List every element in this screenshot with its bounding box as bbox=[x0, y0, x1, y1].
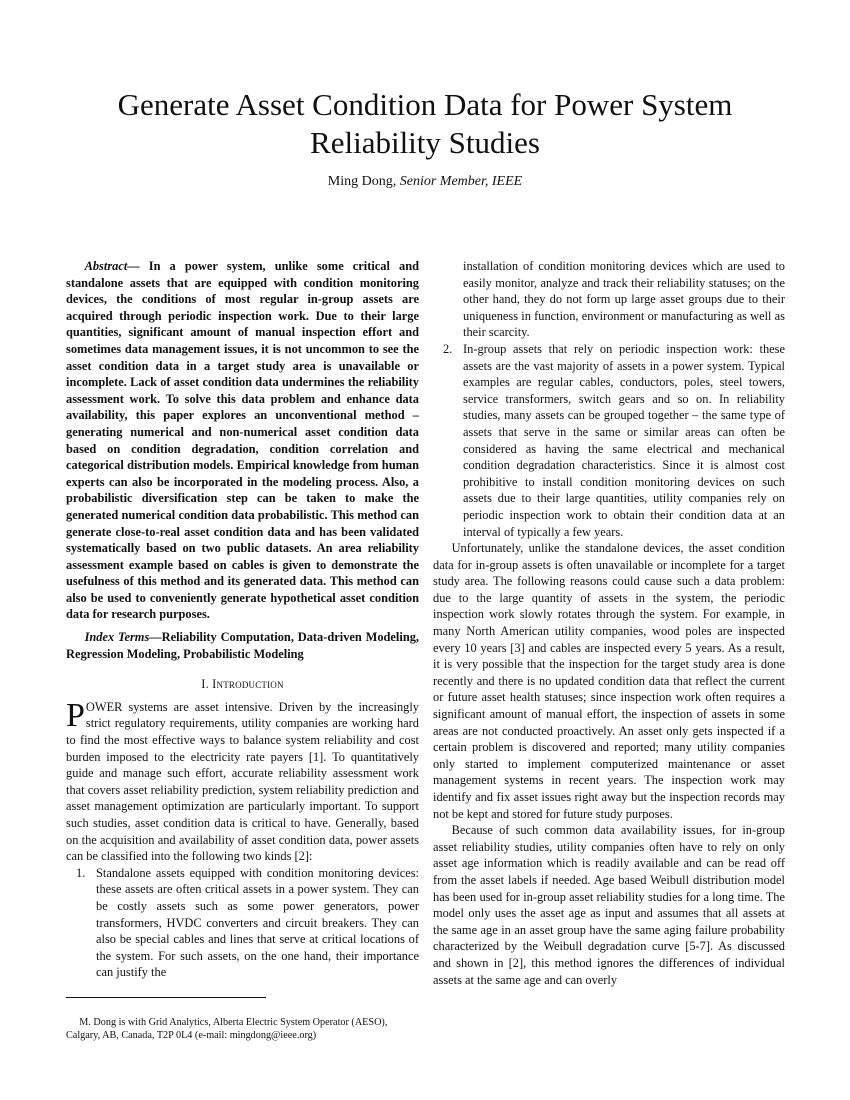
list-number: 2. bbox=[443, 341, 453, 356]
author-name: Ming Dong, bbox=[327, 174, 397, 189]
list-item bbox=[433, 341, 785, 540]
intro-paragraph bbox=[66, 696, 419, 865]
index-terms-text: —Reliability Computation, Data-driven Modeling, Regression Modeling, Probabilistic Modeling bbox=[66, 630, 419, 661]
abstract bbox=[66, 258, 419, 623]
author-role: Senior Member, IEEE bbox=[399, 174, 523, 189]
left-column bbox=[66, 258, 419, 981]
right-column bbox=[433, 258, 785, 988]
index-terms-lead: Index Terms bbox=[84, 630, 150, 645]
abstract-lead: Abstract— bbox=[84, 259, 140, 273]
section-heading: I. Introduction bbox=[201, 677, 284, 692]
drop-cap: P bbox=[66, 696, 85, 734]
author-footnote: M. Dong is with Grid Analytics, Alberta Electric System Operator (AESO), Calgary, AB, Canada, T2P 0L4 (e-mail: mingdong@ieee.org) bbox=[66, 1017, 388, 1042]
list-item bbox=[66, 865, 419, 981]
first-word-rest: OWER bbox=[85, 699, 123, 714]
intro-text: systems are asset intensive. Driven by the increasingly strict regulatory requirements, utility companies are working hard to find the most effective ways to balance system reliability and cost burden imposed to the electricity rate payers [1]. To quantitatively guide and manage such effort, accurate reliability assessment work that covers asset reliability prediction, system reliability prediction and asset management optimization are particularly important. To support such studies, asset condition data is critical to have. Generally, based on the acquisition and availability of asset condition data, power assets can be classified into the following two kinds [2]: bbox=[66, 699, 419, 864]
asset-kinds-list-cont bbox=[433, 341, 785, 540]
paper-title: Generate Asset Condition Data for Power System Reliability Studies bbox=[117, 87, 733, 160]
asset-kinds-list bbox=[66, 865, 419, 981]
body-paragraph: Unfortunately, unlike the standalone devices, the asset condition data for in-group assets is often unavailable or incomplete for a target study area. The following reasons could cause such a data problem: due to the large quantity of assets in the system, the periodic inspection work slowly rotates through the system. For example, in many North American utility companies, wood poles are inspected every 10 years [3] and cables are inspected every 5 years. As a result, it is very possible that the inspection for the target study area is done recently and there is no updated condition data that reflect the current or future asset health statuses; since inspection work often requires a significant amount of manual effort, the inspection of assets in some areas are not conducted proactively. An asset only gets inspected if a certain problem is discovered and reported; many utility companies only started to implement computerized maintenance or asset management systems in recent years. The inspection work may identify and fix asset issues right away but the inspection records may not be kept and stored for future study purposes. bbox=[433, 541, 785, 821]
index-terms bbox=[66, 629, 419, 662]
author-line bbox=[100, 174, 750, 190]
body-paragraph: Because of such common data availability issues, for in-group asset reliability studies, utility companies often have to rely on only asset age information which is readily available and can be read off from the asset labels if needed. Age based Weibull distribution model has been used for in-group asset reliability studies for a long time. The model only uses the asset age as input and assumes that all assets at the same age in an asset group have the same aging failure probability characterized by the Weibull degradation curve [5-7]. As discussed and shown in [2], this method ignores the differences of individual assets at the same age and can overly bbox=[433, 823, 785, 987]
abstract-text: In a power system, unlike some critical and standalone assets that are equipped with condition monitoring devices, the conditions of most regular in-group assets are acquired through periodic inspection work. Due to their large quantities, significant amount of manual inspection effort and sometimes data management issues, it is not uncommon to see the asset condition data in a target study area is unavailable or incomplete. Lack of asset condition data undermines the reliability assessment work. To solve this data problem and enhance data availability, this paper explores an unconventional method – generating numerical and non-numerical asset condition data based on condition degradation, condition correlation and categorical distribution models. Empirical knowledge from human experts can also be incorporated in the modeling process. Also, a probabilistic diversification step can be taken to make the generated numerical condition data probabilistic. This method can generate close-to-real asset condition data and has been validated systematically based on two public datasets. An area reliability assessment example based on cables is given to demonstrate the usefulness of this method and its generated data. This method can also be used to conveniently generate hypothetical asset condition data for research purposes. bbox=[66, 259, 419, 622]
footnote-divider bbox=[66, 997, 266, 998]
list-item-text: In-group assets that rely on periodic inspection work: these assets are the vast majority of assets in a power system. Typical examples are regular cables, conductors, poles, steel towers, service transformers, switch gears and so on. In reliability studies, many assets can be grouped together – the same type of assets that serve in the same or similar areas can often be considered as having the same electrical and mechanical condition degradation characteristics. Since it is almost cost prohibitive to install condition monitoring devices on such assets due to their large quantities, utility companies rely on periodic inspection work to obtain their condition data at an interval of typically a few years. bbox=[463, 341, 785, 539]
list-item-text: Standalone assets equipped with condition monitoring devices: these assets are often critical assets in a power system. They can be costly assets such as some power generators, power transformers, HVDC converters and circuit breakers. They can also be special cables and lines that serve at critical locations of the system. For such assets, on the one hand, their importance can justify the bbox=[96, 865, 419, 980]
list-item-continuation: installation of condition monitoring devices which are used to easily monitor, analyze and track their reliability statuses; on the other hand, they do not form up large asset groups due to their uniqueness in function, environment or manufacturing as well as their scarcity. bbox=[463, 259, 785, 340]
list-number: 1. bbox=[76, 865, 86, 880]
